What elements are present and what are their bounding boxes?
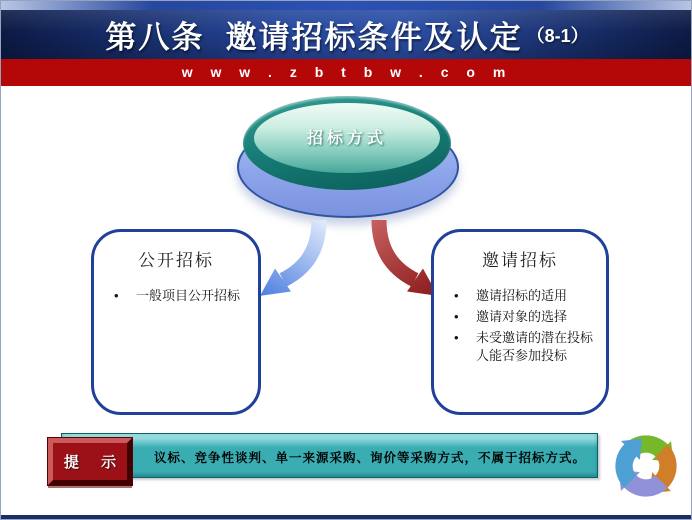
open-bid-box xyxy=(91,229,261,415)
bullet-item: • 一般项目公开招标 xyxy=(108,287,248,305)
tip-bar xyxy=(61,433,598,478)
bullet-item: • 未受邀请的潜在投标人能否参加投标 xyxy=(448,329,596,365)
invite-bid-title: 邀请招标 xyxy=(482,251,558,270)
red-curved-arrow-shaft xyxy=(379,220,415,280)
root-node-label: 招标方式 xyxy=(306,129,387,147)
slide-header xyxy=(1,10,692,59)
blue-curved-arrow-shaft xyxy=(283,220,319,280)
bullet-item: • 邀请对象的选择 xyxy=(448,308,596,326)
slide-title: 第八条 邀请招标条件及认定 xyxy=(105,20,523,55)
blue-arrowhead xyxy=(257,267,291,296)
slide-title-suffix: （8-1） xyxy=(526,25,589,46)
bullet-item: • 邀请招标的适用 xyxy=(448,287,596,305)
cycle-icon xyxy=(607,427,685,505)
slide-bottom-border xyxy=(1,515,692,519)
invite-bid-bullet-list xyxy=(434,287,606,365)
header-top-strip xyxy=(1,1,692,10)
website-banner xyxy=(1,59,692,86)
tip-text: 议标、竞争性谈判、单一来源采购、询价等采购方式，不属于招标方式。 xyxy=(154,450,587,465)
open-bid-title: 公开招标 xyxy=(138,251,214,270)
website-url-text: w w w . z b t b w . c o m xyxy=(181,64,513,80)
open-bid-bullet-list xyxy=(94,287,258,305)
tip-label-button: 提 示 xyxy=(48,438,132,485)
invite-bid-box xyxy=(431,229,609,415)
